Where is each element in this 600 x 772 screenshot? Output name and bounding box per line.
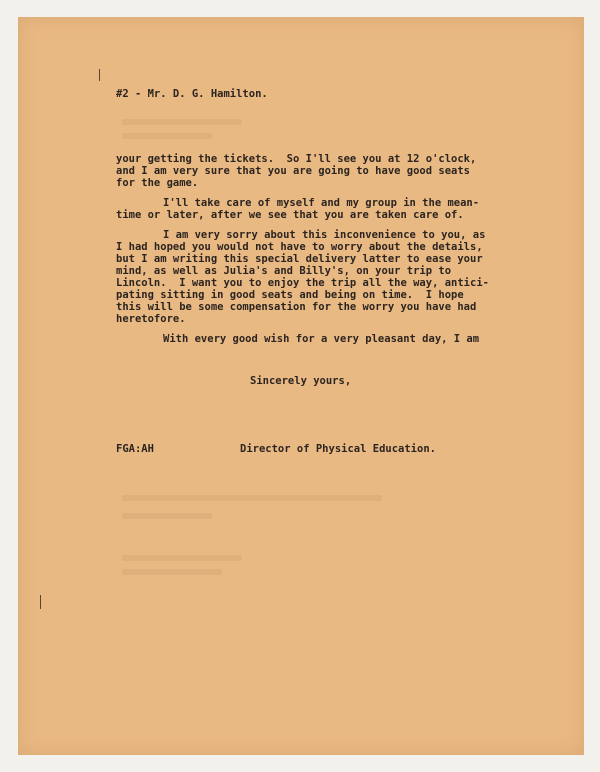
ghost-text-mark xyxy=(122,569,222,575)
ghost-text-mark xyxy=(122,513,212,519)
body-line: but I am writing this special delivery latter to ease your xyxy=(116,253,483,265)
body-line: this will be some compensation for the worry you have had xyxy=(116,301,477,313)
closing: Sincerely yours, xyxy=(250,375,352,387)
body-line: I had hoped you would not have to worry about the details, xyxy=(116,241,483,253)
ghost-text-mark xyxy=(122,495,382,501)
ghost-text-mark xyxy=(122,555,242,561)
body-line: With every good wish for a very pleasant day, I am xyxy=(163,333,480,345)
signature-title: Director of Physical Education. xyxy=(240,443,436,455)
body-line: for the game. xyxy=(116,177,199,189)
body-line: mind, as well as Julia's and Billy's, on your trip to xyxy=(116,265,452,277)
page-header: #2 - Mr. D. G. Hamilton. xyxy=(116,88,268,100)
left-margin-mark xyxy=(99,69,100,81)
body-line: I am very sorry about this inconvenience to you, as xyxy=(163,229,486,241)
body-line: Lincoln. I want you to enjoy the trip all the way, antici- xyxy=(116,277,489,289)
body-line: your getting the tickets. So I'll see you at 12 o'clock, xyxy=(116,153,477,165)
ghost-text-mark xyxy=(122,133,212,139)
body-line: heretofore. xyxy=(116,313,186,325)
body-line: time or later, after we see that you are taken care of. xyxy=(116,209,464,221)
body-line: and I am very sure that you are going to have good seats xyxy=(116,165,471,177)
body-line: pating sitting in good seats and being on time. I hope xyxy=(116,289,464,301)
body-line: I'll take care of myself and my group in the mean- xyxy=(163,197,480,209)
left-margin-mark-lower xyxy=(40,595,41,609)
initials: FGA:AH xyxy=(116,443,154,455)
letter-page xyxy=(18,17,584,755)
ghost-text-mark xyxy=(122,119,242,125)
